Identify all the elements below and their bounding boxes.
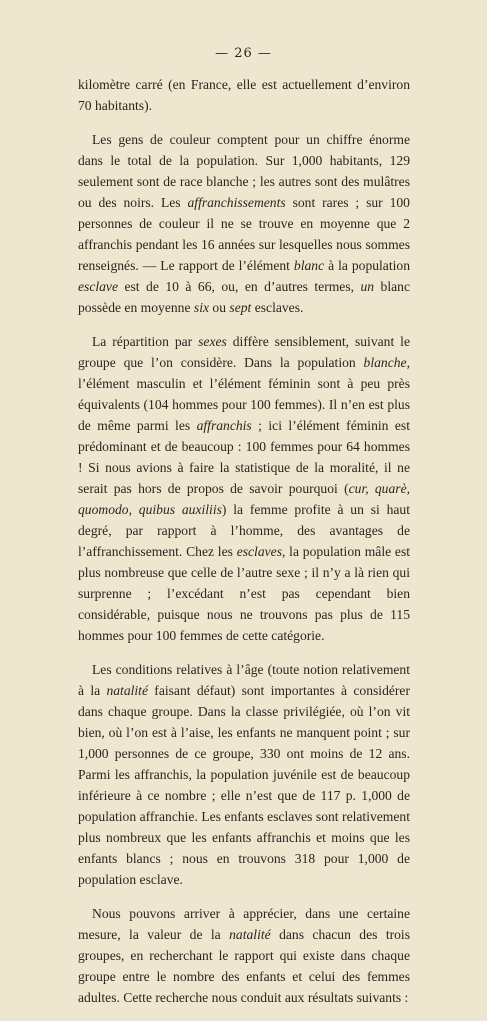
text-segment: diffère sensiblement, suivant le groupe que l’on considère. Dans la population xyxy=(78,334,410,370)
italic-text: esclave xyxy=(78,279,118,294)
text-segment: dans chacun des trois groupes, en recherchant le rapport qui existe dans chaque groupe entre le nombre des enfants et celui des femmes adultes. Cette recherche nous conduit aux résultats suivants : xyxy=(78,927,411,1005)
italic-text: cur, quarè, quomodo, quibus auxiliis xyxy=(78,481,411,517)
italic-text: six xyxy=(193,300,210,315)
text-segment: Les gens de couleur comptent pour un chiffre énorme dans le total de la population. Sur 1,000 habitants, 129 seulement sont de race blanche ; les autres sont des mulâtres ou des noirs. Les xyxy=(78,132,410,210)
italic-text: affranchis xyxy=(196,418,252,433)
text-segment: Nous pouvons arriver à apprécier, dans une certaine mesure, la valeur de la xyxy=(78,906,410,942)
text-segment: , l’élément masculin et l’élément féminin sont à peu près équivalents (104 hommes pour 100 femmes). Il n’en est plus de même parmi les xyxy=(78,355,410,433)
body-text xyxy=(78,74,410,1021)
text-segment: ; ici l’élément féminin est prédominant et de beaucoup : 100 femmes pour 64 hommes ! Si nous avions à faire la statistique de la moralité, il ne serait pas hors de propos de savoir pourquoi ( xyxy=(78,418,410,496)
italic-text: blanche xyxy=(363,355,407,370)
text-segment: ) la femme profite à un si haut degré, par rapport à l’homme, des avantages de l’affranchissement. Chez les xyxy=(78,502,410,559)
italic-text: sexes xyxy=(198,334,227,349)
text-segment: kilomètre carré (en France, elle est actuellement d’environ 70 habitants). xyxy=(78,77,410,113)
text-segment: faisant défaut) sont importantes à considérer dans chaque groupe. Dans la classe privilégiée, où l’on vit bien, où l’on est à l’aise, les enfants ne manquent point ; sur 1,000 personnes de ce groupe, 330 ont moins de 12 ans. Parmi les affranchis, la population juvénile est de beaucoup inférieure à ce nombre ; elle n’est que de 117 p. 1,000 de population affranchie. Les enfants esclaves sont relativement plus nombreux que les enfants affranchis et moins que les enfants blancs ; nous en trouvons 318 pour 1,000 de population esclave. xyxy=(78,683,410,887)
text-segment: La répartition par xyxy=(92,334,199,349)
text-segment: sont rares ; sur 100 personnes de couleur il ne se trouve en moyenne que 2 affranchis pendant les 16 années sur lesquelles nous sommes renseignés. — Le rapport de l’élément xyxy=(78,195,410,273)
text-segment: à la population xyxy=(324,258,410,273)
italic-text: un xyxy=(360,279,375,294)
text-segment: est de 10 à 66, ou, en d’autres termes, xyxy=(118,279,361,294)
page-number: — 26 — xyxy=(215,46,272,61)
text-segment: Les conditions relatives à l’âge (toute notion relativement à la xyxy=(78,662,410,698)
paragraph xyxy=(78,331,410,646)
text-segment: , la population mâle est plus nombreuse que celle de l’autre sexe ; il n’y a là rien qui surprenne ; l’excédant n’est pas cependant bien considérable, puisque nous ne trouvons pas plus de 115 hommes pour 100 femmes de cette catégorie. xyxy=(78,544,411,643)
paragraph xyxy=(78,129,410,318)
text-segment: esclaves. xyxy=(251,300,304,315)
paragraph xyxy=(78,903,410,1008)
text-segment: blanc possède en moyenne xyxy=(78,279,410,315)
italic-text: affranchissements xyxy=(187,195,286,210)
text-segment: ou xyxy=(209,300,230,315)
italic-text: natalité xyxy=(106,683,148,698)
italic-text: sept xyxy=(229,300,252,315)
italic-text: natalité xyxy=(229,927,271,942)
paragraph xyxy=(78,74,410,116)
italic-text: esclaves xyxy=(236,544,282,559)
italic-text: blanc xyxy=(293,258,325,273)
paragraph xyxy=(78,659,410,890)
